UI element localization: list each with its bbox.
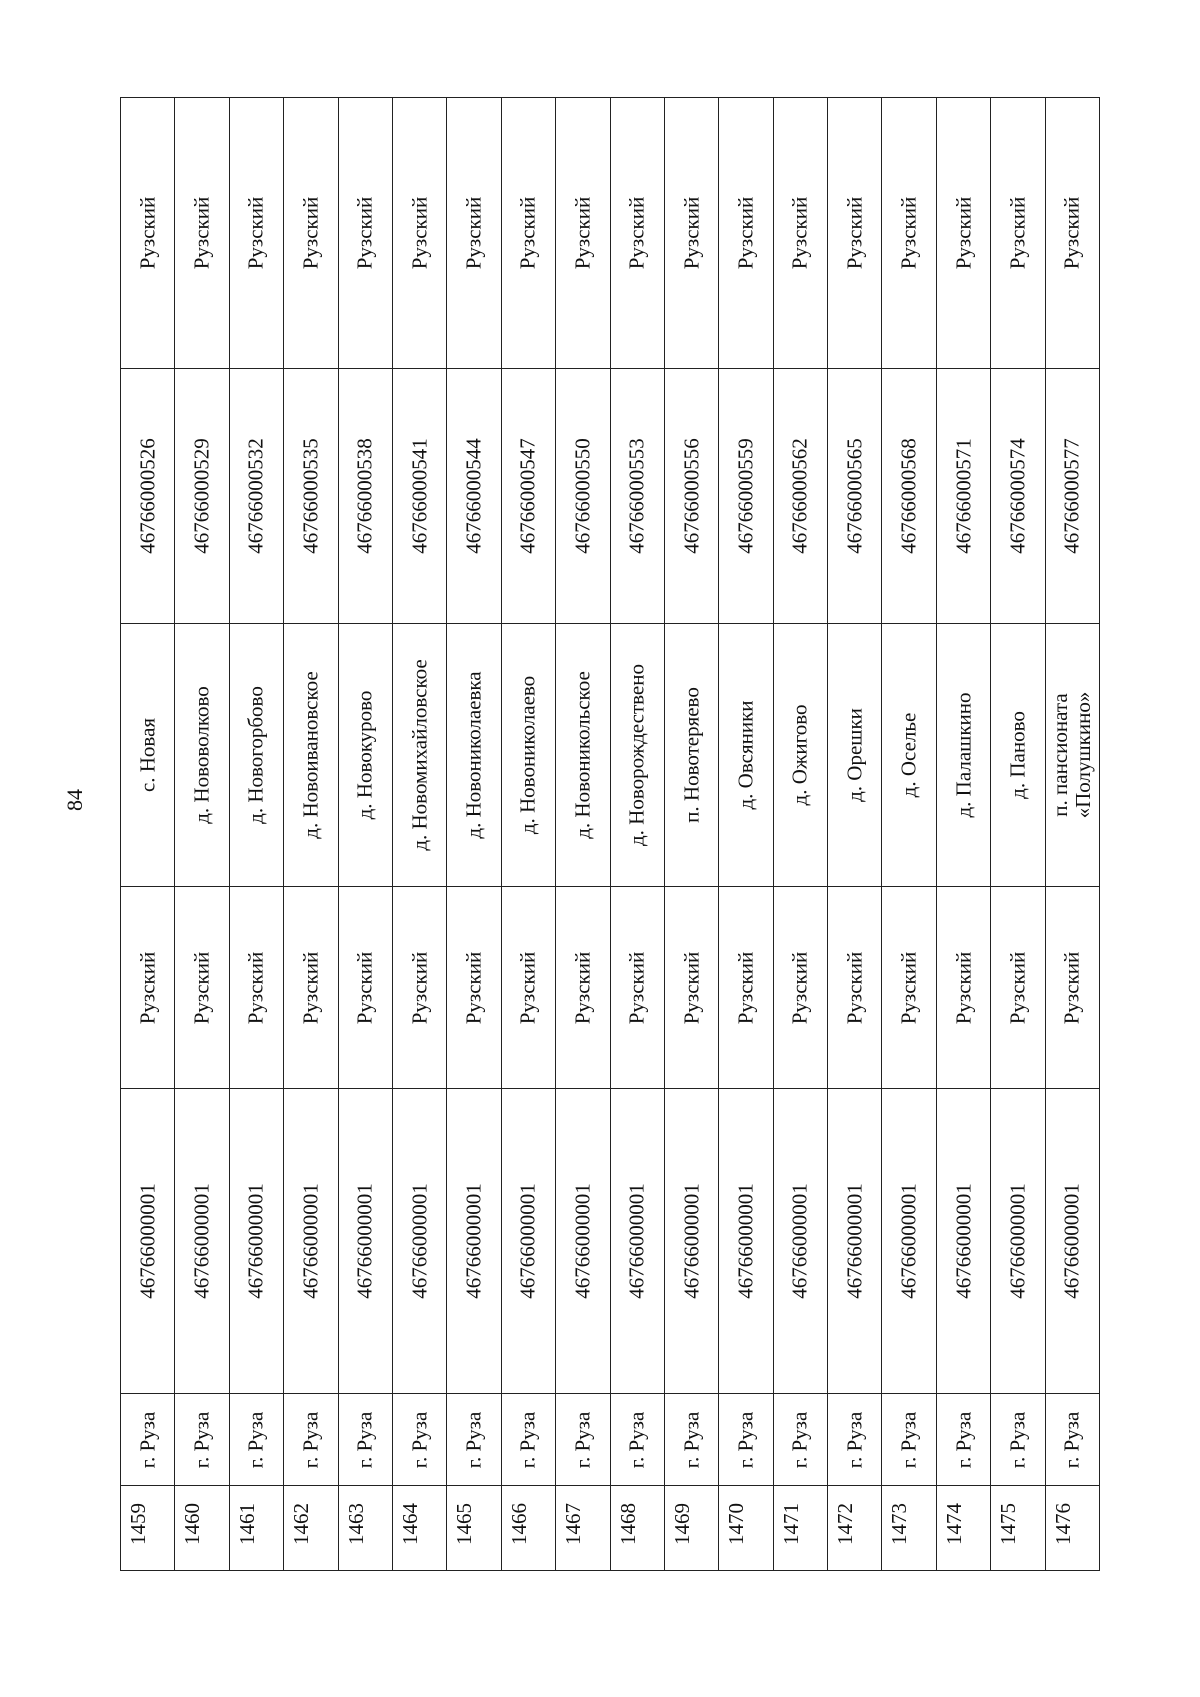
name-cell xyxy=(882,623,935,886)
name-cell xyxy=(611,623,664,886)
code-cell xyxy=(230,368,283,623)
code-cell-text: 46766000001 xyxy=(189,1183,214,1299)
settlement-cell xyxy=(121,1393,174,1485)
settlement-cell-text: г. Руза xyxy=(624,1411,649,1468)
number-cell xyxy=(937,1485,990,1572)
code-cell-text: 46766000568 xyxy=(896,438,921,554)
number-cell-text: 1459 xyxy=(126,1502,150,1545)
code-cell-text: 46766000538 xyxy=(352,438,377,554)
name-cell xyxy=(447,623,500,886)
number-cell-text: 1470 xyxy=(724,1502,749,1545)
number-cell-text: 1460 xyxy=(180,1502,205,1545)
table-row xyxy=(502,98,556,1570)
number-cell xyxy=(339,1485,392,1572)
table-row xyxy=(882,98,936,1570)
number-cell-text: 1475 xyxy=(996,1502,1021,1545)
settlement-cell-text: г. Руза xyxy=(679,1411,704,1468)
settlement-cell-text: г. Руза xyxy=(352,1411,377,1468)
table-row xyxy=(556,98,610,1570)
code-cell-text: 46766000001 xyxy=(1005,1183,1030,1299)
district-cell xyxy=(121,98,174,368)
district-cell xyxy=(447,886,500,1088)
number-cell-text: 1474 xyxy=(941,1502,966,1545)
settlement-cell-text: г. Руза xyxy=(461,1411,486,1468)
code-cell xyxy=(611,368,664,623)
settlement-cell-text: г. Руза xyxy=(570,1411,595,1468)
district-cell-text: Рузский xyxy=(896,196,921,270)
code-cell xyxy=(393,368,446,623)
code-cell-text: 46766000577 xyxy=(1059,438,1084,554)
settlement-cell xyxy=(556,1393,609,1485)
code-cell xyxy=(665,368,718,623)
number-cell xyxy=(121,1485,174,1572)
district-cell-text: Рузский xyxy=(842,196,867,270)
district-cell-text: Рузский xyxy=(515,951,540,1024)
code-cell xyxy=(719,368,772,623)
code-cell xyxy=(339,1088,392,1393)
settlement-cell xyxy=(719,1393,772,1485)
settlement-cell-text: г. Руза xyxy=(515,1411,540,1468)
district-cell xyxy=(393,98,446,368)
name-cell xyxy=(1046,623,1099,886)
code-cell xyxy=(611,1088,664,1393)
district-cell-text: Рузский xyxy=(733,196,758,270)
name-cell xyxy=(339,623,392,886)
settlement-cell xyxy=(774,1393,827,1485)
district-cell xyxy=(611,98,664,368)
code-cell-text: 46766000547 xyxy=(515,438,540,554)
number-cell-text: 1463 xyxy=(343,1502,368,1545)
number-cell xyxy=(1046,1485,1099,1572)
code-cell-text: 46766000001 xyxy=(842,1183,867,1299)
name-cell xyxy=(937,623,990,886)
number-cell xyxy=(991,1485,1044,1572)
name-cell-text: п. пансионата «Полушкино» xyxy=(1048,691,1096,819)
code-cell xyxy=(1046,368,1099,623)
district-cell-text: Рузский xyxy=(1059,951,1084,1024)
settlement-cell-text: г. Руза xyxy=(298,1411,323,1468)
district-cell-text: Рузский xyxy=(407,951,432,1024)
code-cell-text: 46766000001 xyxy=(298,1183,323,1299)
settlement-cell xyxy=(230,1393,283,1485)
table-row xyxy=(828,98,882,1570)
code-cell xyxy=(665,1088,718,1393)
district-cell-text: Рузский xyxy=(189,951,214,1024)
code-cell xyxy=(121,368,174,623)
settlement-cell xyxy=(665,1393,718,1485)
district-cell xyxy=(447,98,500,368)
code-cell-text: 46766000001 xyxy=(951,1183,975,1299)
name-cell xyxy=(828,623,881,886)
number-cell-text: 1471 xyxy=(778,1502,803,1545)
page-number xyxy=(55,760,95,840)
district-cell-text: Рузский xyxy=(189,196,214,270)
district-cell-text: Рузский xyxy=(135,196,160,270)
code-cell xyxy=(828,368,881,623)
number-cell-text: 1468 xyxy=(615,1502,640,1545)
settlements-table xyxy=(120,97,1100,1571)
district-cell-text: Рузский xyxy=(352,196,377,270)
district-cell xyxy=(502,98,555,368)
district-cell xyxy=(556,886,609,1088)
number-cell xyxy=(447,1485,500,1572)
table-row xyxy=(393,98,447,1570)
name-cell-text: д. Паново xyxy=(1005,711,1030,799)
table-row xyxy=(774,98,828,1570)
district-cell xyxy=(284,98,337,368)
table-row xyxy=(121,98,175,1570)
code-cell xyxy=(991,368,1044,623)
table-row xyxy=(611,98,665,1570)
code-cell-text: 46766000574 xyxy=(1005,438,1030,554)
number-cell xyxy=(230,1485,283,1572)
table-row xyxy=(230,98,284,1570)
name-cell xyxy=(393,623,446,886)
number-cell xyxy=(175,1485,228,1572)
code-cell xyxy=(230,1088,283,1393)
code-cell-text: 46766000001 xyxy=(624,1183,649,1299)
district-cell xyxy=(991,886,1044,1088)
code-cell-text: 46766000535 xyxy=(298,438,323,554)
district-cell-text: Рузский xyxy=(1059,196,1084,270)
district-cell-text: Рузский xyxy=(135,951,160,1024)
number-cell xyxy=(284,1485,337,1572)
code-cell-text: 46766000571 xyxy=(951,438,975,554)
settlement-cell xyxy=(828,1393,881,1485)
number-cell xyxy=(502,1485,555,1572)
district-cell xyxy=(393,886,446,1088)
district-cell-text: Рузский xyxy=(733,951,758,1024)
district-cell xyxy=(339,98,392,368)
district-cell xyxy=(230,98,283,368)
district-cell xyxy=(719,886,772,1088)
code-cell-text: 46766000001 xyxy=(461,1183,486,1299)
code-cell-text: 46766000001 xyxy=(1059,1183,1084,1299)
code-cell xyxy=(175,1088,228,1393)
settlement-cell xyxy=(937,1393,990,1485)
district-cell xyxy=(339,886,392,1088)
district-cell-text: Рузский xyxy=(570,196,595,270)
settlement-cell-text: г. Руза xyxy=(733,1411,758,1468)
table-row xyxy=(339,98,393,1570)
code-cell xyxy=(828,1088,881,1393)
district-cell-text: Рузский xyxy=(352,951,377,1024)
name-cell xyxy=(719,623,772,886)
number-cell xyxy=(774,1485,827,1572)
name-cell-text: с. Новая xyxy=(135,717,160,793)
settlement-cell xyxy=(447,1393,500,1485)
settlement-cell xyxy=(882,1393,935,1485)
code-cell-text: 46766000001 xyxy=(407,1183,432,1299)
name-cell-text: д. Ожигово xyxy=(787,704,812,806)
district-cell xyxy=(882,886,935,1088)
district-cell xyxy=(121,886,174,1088)
settlement-cell-text: г. Руза xyxy=(1005,1411,1030,1468)
district-cell xyxy=(828,886,881,1088)
number-cell xyxy=(556,1485,609,1572)
code-cell-text: 46766000001 xyxy=(135,1183,160,1299)
district-cell-text: Рузский xyxy=(1005,196,1030,270)
code-cell xyxy=(502,1088,555,1393)
name-cell-text: п. Новотеряево xyxy=(679,687,704,823)
code-cell-text: 46766000529 xyxy=(189,438,214,554)
name-cell xyxy=(665,623,718,886)
code-cell xyxy=(882,368,935,623)
settlement-cell xyxy=(284,1393,337,1485)
district-cell xyxy=(774,886,827,1088)
table-row xyxy=(937,98,991,1570)
name-cell xyxy=(175,623,228,886)
code-cell xyxy=(556,1088,609,1393)
number-cell xyxy=(393,1485,446,1572)
name-cell-text: д. Новорождествено xyxy=(624,664,649,846)
number-cell-text: 1467 xyxy=(561,1502,586,1545)
name-cell-text: д. Новокурово xyxy=(352,690,377,820)
name-cell xyxy=(774,623,827,886)
district-cell-text: Рузский xyxy=(407,196,432,270)
code-cell xyxy=(339,368,392,623)
code-cell xyxy=(937,368,990,623)
code-cell xyxy=(774,1088,827,1393)
code-cell xyxy=(882,1088,935,1393)
code-cell-text: 46766000001 xyxy=(733,1183,758,1299)
name-cell-text: д. Новомихайловское xyxy=(407,659,432,851)
name-cell-text: д. Оселье xyxy=(896,712,921,798)
name-cell xyxy=(502,623,555,886)
district-cell-text: Рузский xyxy=(624,951,649,1024)
settlement-cell xyxy=(991,1393,1044,1485)
settlement-cell-text: г. Руза xyxy=(787,1411,812,1468)
district-cell-text: Рузский xyxy=(951,951,975,1024)
name-cell-text: д. Нововолково xyxy=(189,686,214,824)
number-cell-text: 1469 xyxy=(669,1502,694,1545)
code-cell xyxy=(502,368,555,623)
name-cell-text: д. Новониколаево xyxy=(515,675,540,835)
settlement-cell-text: г. Руза xyxy=(407,1411,432,1468)
code-cell xyxy=(991,1088,1044,1393)
district-cell-text: Рузский xyxy=(515,196,540,270)
district-cell xyxy=(611,886,664,1088)
table-row xyxy=(719,98,773,1570)
code-cell xyxy=(447,1088,500,1393)
district-cell-text: Рузский xyxy=(787,951,812,1024)
district-cell-text: Рузский xyxy=(679,951,704,1024)
settlement-cell-text: г. Руза xyxy=(243,1411,268,1468)
code-cell-text: 46766000541 xyxy=(407,438,432,554)
table-row xyxy=(991,98,1045,1570)
district-cell-text: Рузский xyxy=(1005,951,1030,1024)
table-row xyxy=(1046,98,1099,1570)
code-cell-text: 46766000562 xyxy=(787,438,812,554)
code-cell-text: 46766000556 xyxy=(679,438,704,554)
code-cell-text: 46766000001 xyxy=(352,1183,377,1299)
settlement-cell xyxy=(1046,1393,1099,1485)
code-cell xyxy=(937,1088,990,1393)
settlement-cell-text: г. Руза xyxy=(189,1411,214,1468)
code-cell xyxy=(393,1088,446,1393)
name-cell xyxy=(556,623,609,886)
number-cell xyxy=(828,1485,881,1572)
code-cell xyxy=(774,368,827,623)
settlement-cell xyxy=(175,1393,228,1485)
district-cell-text: Рузский xyxy=(243,951,268,1024)
name-cell xyxy=(991,623,1044,886)
number-cell-text: 1476 xyxy=(1050,1502,1075,1545)
number-cell xyxy=(882,1485,935,1572)
name-cell-text: д. Овсяники xyxy=(733,700,758,810)
district-cell xyxy=(502,886,555,1088)
settlement-cell xyxy=(339,1393,392,1485)
number-cell-text: 1473 xyxy=(887,1502,912,1545)
settlement-cell xyxy=(611,1393,664,1485)
table-row xyxy=(447,98,501,1570)
code-cell-text: 46766000001 xyxy=(679,1183,704,1299)
name-cell-text: д. Новониколаевка xyxy=(461,671,486,839)
settlement-cell-text: г. Руза xyxy=(842,1411,867,1468)
code-cell xyxy=(1046,1088,1099,1393)
table-row xyxy=(175,98,229,1570)
district-cell-text: Рузский xyxy=(570,951,595,1024)
code-cell xyxy=(284,368,337,623)
district-cell xyxy=(774,98,827,368)
name-cell xyxy=(121,623,174,886)
district-cell-text: Рузский xyxy=(624,196,649,270)
district-cell xyxy=(230,886,283,1088)
district-cell xyxy=(175,98,228,368)
district-cell-text: Рузский xyxy=(243,196,268,270)
code-cell-text: 46766000001 xyxy=(570,1183,595,1299)
district-cell xyxy=(937,886,990,1088)
number-cell xyxy=(719,1485,772,1572)
code-cell-text: 46766000550 xyxy=(570,438,595,554)
code-cell xyxy=(175,368,228,623)
code-cell-text: 46766000001 xyxy=(515,1183,540,1299)
district-cell-text: Рузский xyxy=(461,196,486,270)
number-cell-text: 1472 xyxy=(833,1502,858,1545)
code-cell xyxy=(447,368,500,623)
district-cell xyxy=(882,98,935,368)
name-cell-text: д. Орешки xyxy=(842,708,867,802)
code-cell xyxy=(556,368,609,623)
district-cell xyxy=(828,98,881,368)
number-cell-text: 1462 xyxy=(289,1502,314,1545)
code-cell xyxy=(121,1088,174,1393)
code-cell-text: 46766000526 xyxy=(135,438,160,554)
code-cell-text: 46766000544 xyxy=(461,438,486,554)
number-cell xyxy=(611,1485,664,1572)
district-cell-text: Рузский xyxy=(298,951,323,1024)
code-cell xyxy=(284,1088,337,1393)
table-row xyxy=(665,98,719,1570)
district-cell xyxy=(284,886,337,1088)
name-cell xyxy=(284,623,337,886)
district-cell xyxy=(556,98,609,368)
name-cell-text: д. Новогорбово xyxy=(243,686,268,824)
district-cell-text: Рузский xyxy=(787,196,812,270)
name-cell-text: д. Новоникольское xyxy=(570,671,595,839)
page-number-text: 84 xyxy=(62,789,87,811)
settlement-cell-text: г. Руза xyxy=(135,1411,160,1468)
district-cell xyxy=(991,98,1044,368)
name-cell xyxy=(230,623,283,886)
name-cell-text: д. Новоивановское xyxy=(298,671,323,839)
settlement-cell-text: г. Руза xyxy=(1059,1411,1084,1468)
code-cell-text: 46766000001 xyxy=(896,1183,921,1299)
district-cell-text: Рузский xyxy=(896,951,921,1024)
number-cell xyxy=(665,1485,718,1572)
district-cell-text: Рузский xyxy=(679,196,704,270)
code-cell-text: 46766000559 xyxy=(733,438,758,554)
number-cell-text: 1466 xyxy=(506,1502,531,1545)
code-cell-text: 46766000565 xyxy=(842,438,867,554)
district-cell-text: Рузский xyxy=(951,196,975,270)
code-cell-text: 46766000553 xyxy=(624,438,649,554)
code-cell-text: 46766000001 xyxy=(787,1183,812,1299)
district-cell xyxy=(665,886,718,1088)
settlement-cell-text: г. Руза xyxy=(951,1411,975,1468)
district-cell xyxy=(937,98,990,368)
district-cell xyxy=(1046,98,1099,368)
number-cell-text: 1465 xyxy=(452,1502,477,1545)
code-cell xyxy=(719,1088,772,1393)
district-cell xyxy=(1046,886,1099,1088)
code-cell-text: 46766000001 xyxy=(243,1183,268,1299)
district-cell xyxy=(719,98,772,368)
name-cell-text: д. Палашкино xyxy=(951,692,975,818)
settlement-cell-text: г. Руза xyxy=(896,1411,921,1468)
district-cell-text: Рузский xyxy=(298,196,323,270)
table-row xyxy=(284,98,338,1570)
settlement-cell xyxy=(393,1393,446,1485)
settlement-cell xyxy=(502,1393,555,1485)
district-cell xyxy=(665,98,718,368)
number-cell-text: 1464 xyxy=(397,1502,422,1545)
district-cell-text: Рузский xyxy=(842,951,867,1024)
district-cell xyxy=(175,886,228,1088)
number-cell-text: 1461 xyxy=(234,1502,259,1545)
code-cell-text: 46766000532 xyxy=(243,438,268,554)
district-cell-text: Рузский xyxy=(461,951,486,1024)
